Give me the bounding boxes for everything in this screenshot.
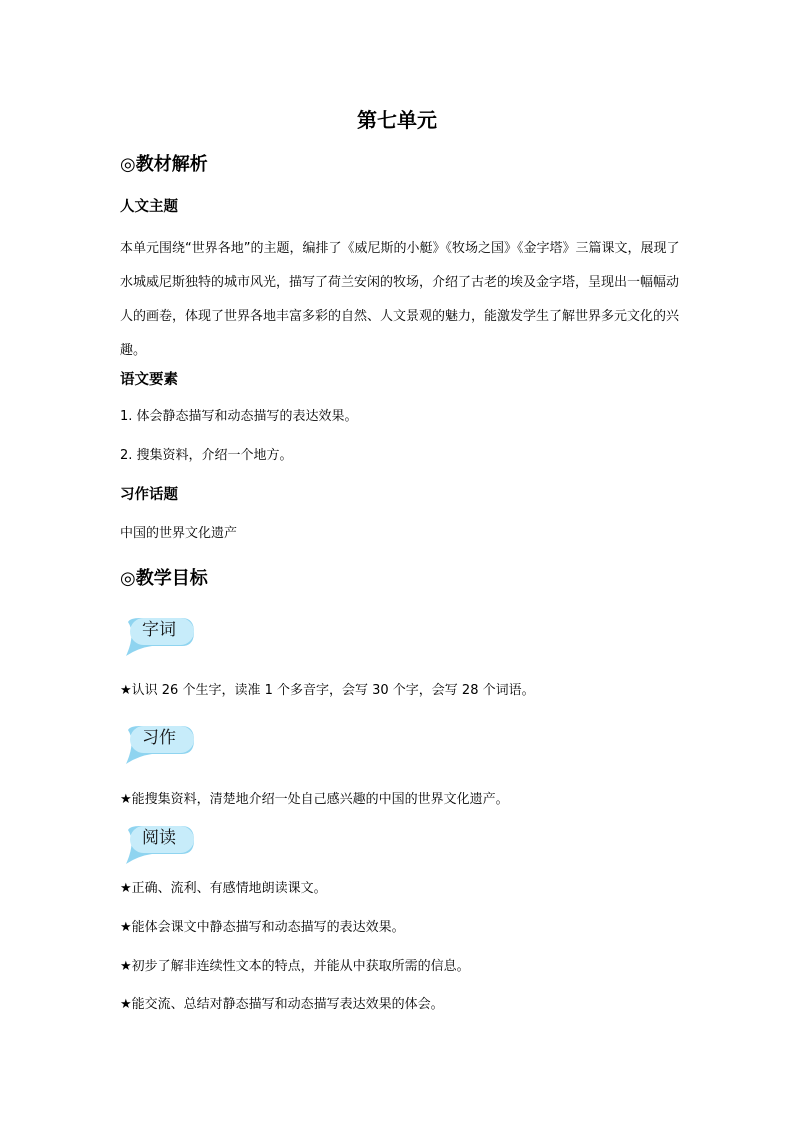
reading-badge xyxy=(122,824,196,866)
writing-badge xyxy=(122,724,196,766)
writing-topic-heading: 习作话题 xyxy=(120,487,178,503)
vocab-goal-item: ★认识 26 个生字，读准 1 个多音字，会写 30 个字，会写 28 个词语。 xyxy=(120,683,535,698)
goals-heading: ◎教学目标 xyxy=(120,568,208,589)
analysis-heading: ◎教材解析 xyxy=(120,154,208,175)
element-item-1: 1. 体会静态描写和动态描写的表达效果。 xyxy=(120,409,358,424)
vocab-badge-label: 字词 xyxy=(142,620,176,640)
reading-goal-item-4: ★能交流、总结对静态描写和动态描写表达效果的体会。 xyxy=(120,997,444,1012)
page-title: 第七单元 xyxy=(357,108,437,132)
reading-goal-item-3: ★初步了解非连续性文本的特点，并能从中获取所需的信息。 xyxy=(120,959,470,974)
elements-heading: 语文要素 xyxy=(120,372,178,388)
reading-goal-item-2: ★能体会课文中静态描写和动态描写的表达效果。 xyxy=(120,920,405,935)
reading-badge-label: 阅读 xyxy=(142,828,176,848)
theme-paragraph: 本单元围绕“世界各地”的主题，编排了《威尼斯的小艇》《牧场之国》《金字塔》三篇课文，展现了水城威尼斯独特的城市风光，描写了荷兰安闲的牧场，介绍了古老的埃及金字塔，呈现出一幅幅动人的画卷，体现了世界各地丰富多彩的自然、人文景观的魅力，能激发学生了解世界多元文化的兴趣。 xyxy=(120,241,680,358)
reading-goal-item-1: ★正确、流利、有感情地朗读课文。 xyxy=(120,881,327,896)
theme-heading: 人文主题 xyxy=(120,199,178,215)
element-item-2: 2. 搜集资料，介绍一个地方。 xyxy=(120,448,293,463)
writing-goal-item: ★能搜集资料，清楚地介绍一处自己感兴趣的中国的世界文化遗产。 xyxy=(120,792,509,807)
vocab-badge xyxy=(122,616,196,658)
writing-topic-text: 中国的世界文化遗产 xyxy=(120,526,238,541)
writing-badge-label: 习作 xyxy=(142,728,176,748)
